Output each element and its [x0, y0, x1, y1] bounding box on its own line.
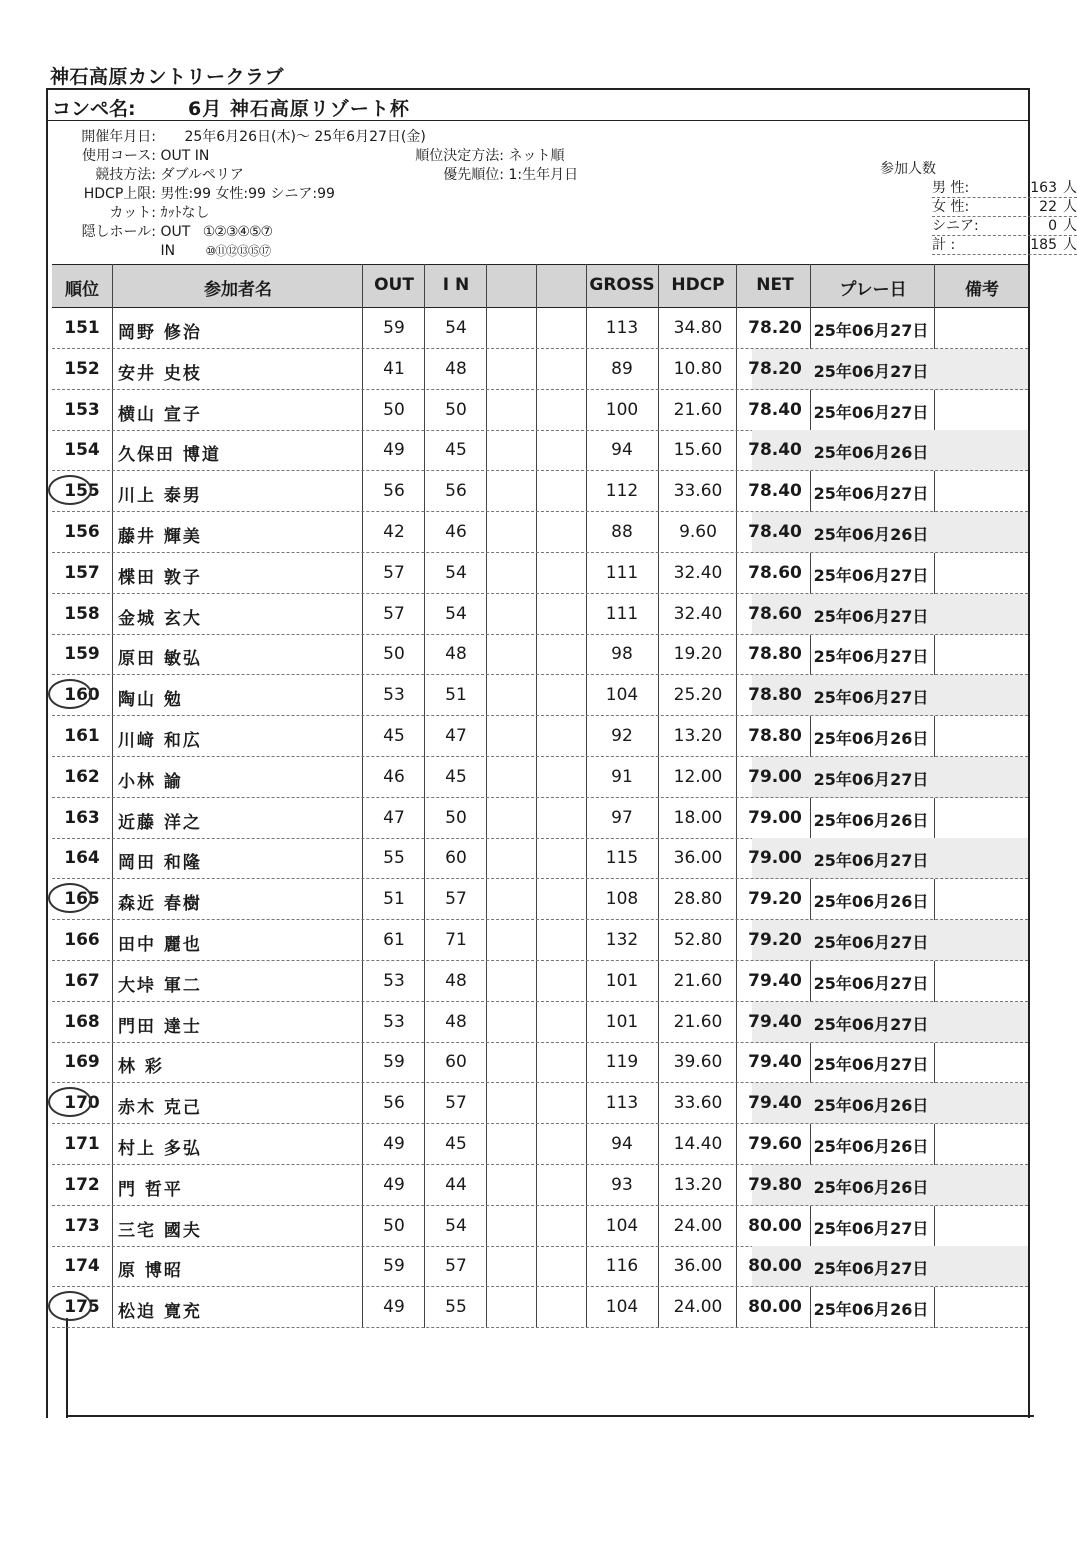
- net-cell: 78.40: [748, 399, 802, 420]
- hdcp-cell: 13.20: [673, 726, 723, 746]
- out-cell: 61: [383, 930, 405, 950]
- participant-counts: [880, 160, 1077, 255]
- table-row: [52, 512, 1028, 553]
- hdcp-cell: 36.00: [673, 848, 723, 869]
- play-date-cell: 25年06月27日: [813, 851, 929, 871]
- in-cell: 50: [445, 807, 467, 828]
- course-label: 使用コース:: [81, 148, 156, 164]
- play-date-cell: 25年06月27日: [813, 647, 929, 667]
- table-row: [52, 430, 1028, 471]
- total-count: [932, 236, 1077, 255]
- gross-cell: 132: [605, 930, 639, 950]
- participants-title: 参加人数: [880, 161, 936, 177]
- name-cell: 森近 春樹: [118, 894, 202, 915]
- col-rank: 順位: [65, 280, 99, 300]
- table-row: [52, 716, 1028, 757]
- rank-cell: 164: [64, 848, 100, 869]
- hdcp-cell: 34.80: [673, 318, 723, 338]
- name-cell: 川﨑 和広: [118, 731, 202, 751]
- competition-label: コンペ名:: [52, 98, 136, 120]
- hdcp-cell: 39.60: [673, 1052, 723, 1073]
- play-date-cell: 25年06月26日: [813, 810, 929, 830]
- in-cell: 45: [445, 1134, 467, 1154]
- in-cell: 71: [445, 930, 467, 950]
- in-cell: 55: [445, 1297, 467, 1318]
- in-cell: 57: [445, 1256, 467, 1277]
- net-cell: 79.40: [748, 970, 802, 991]
- net-cell: 79.20: [748, 930, 802, 950]
- hdcp-cell: 52.80: [673, 930, 723, 950]
- name-cell: 近藤 洋之: [118, 812, 202, 833]
- table-row: [52, 349, 1028, 390]
- out-cell: 49: [383, 440, 405, 461]
- rank-cell: 175: [64, 1297, 100, 1318]
- gross-cell: 112: [605, 481, 639, 502]
- hdcp-cell: 12.00: [673, 766, 723, 787]
- rank-method-label: 順位決定方法:: [415, 148, 504, 164]
- rank-cell: 154: [64, 440, 100, 461]
- table-row: [52, 594, 1028, 635]
- name-cell: 岡野 修治: [118, 323, 202, 343]
- net-cell: 78.40: [748, 481, 802, 502]
- play-date-cell: 25年06月26日: [813, 1177, 929, 1197]
- frame-edge: [66, 1415, 1034, 1417]
- name-cell: 岡田 和隆: [118, 853, 202, 874]
- in-cell: 51: [445, 685, 467, 706]
- play-date-cell: 25年06月27日: [813, 484, 929, 504]
- rank-cell: 167: [64, 970, 100, 991]
- play-date-cell: 25年06月26日: [813, 892, 929, 912]
- male-label: 男 性:: [932, 180, 970, 196]
- name-cell: 陶山 勉: [118, 690, 183, 711]
- in-cell: 54: [445, 562, 467, 583]
- table-row: [52, 798, 1028, 839]
- gross-cell: 113: [605, 1093, 639, 1114]
- hdcp-cell: 14.40: [673, 1134, 723, 1154]
- col-note: 備考: [965, 280, 999, 300]
- rank-cell: 173: [64, 1215, 100, 1236]
- hdcp-cell: 24.00: [673, 1297, 723, 1318]
- in-cell: 47: [445, 726, 467, 746]
- table-row: [52, 879, 1028, 920]
- play-date-cell: 25年06月27日: [813, 1014, 929, 1034]
- hdcp-cell: 32.40: [673, 603, 723, 624]
- col-date: プレー日: [839, 280, 907, 300]
- name-cell: 藤井 輝美: [118, 527, 202, 547]
- net-cell: 78.60: [748, 562, 802, 583]
- table-header: [52, 264, 1028, 308]
- net-cell: 79.00: [748, 848, 802, 869]
- table-row: [52, 1083, 1028, 1124]
- table-row: [52, 634, 1028, 675]
- course-value: OUT IN: [160, 148, 210, 164]
- gross-cell: 104: [605, 1215, 639, 1236]
- gross-cell: 94: [611, 440, 633, 461]
- table-row: [52, 1042, 1028, 1083]
- name-cell: 横山 宣子: [118, 404, 202, 425]
- name-cell: 赤木 克己: [118, 1098, 202, 1119]
- play-date-cell: 25年06月27日: [813, 402, 929, 422]
- name-cell: 林 彩: [118, 1057, 164, 1078]
- hdcp-cell: 15.60: [673, 440, 723, 461]
- senior-count: [932, 217, 1077, 236]
- in-cell: 57: [445, 1093, 467, 1114]
- in-cell: 46: [445, 522, 467, 542]
- play-date-cell: 25年06月27日: [813, 973, 929, 993]
- rank-method-value: ネット順: [508, 148, 565, 164]
- rank-cell: 169: [64, 1052, 100, 1073]
- in-cell: 60: [445, 848, 467, 869]
- hdcp-cell: 32.40: [673, 562, 723, 583]
- name-cell: 大垰 軍二: [118, 975, 202, 996]
- out-cell: 59: [383, 318, 405, 338]
- in-cell: 45: [445, 440, 467, 461]
- hidden-in-label: IN: [160, 243, 176, 259]
- gross-cell: 119: [605, 1052, 639, 1073]
- gross-cell: 92: [611, 726, 633, 746]
- play-date-cell: 25年06月27日: [813, 1055, 929, 1075]
- table-row: [52, 961, 1028, 1002]
- ranking-info: [370, 147, 578, 185]
- in-cell: 57: [445, 889, 467, 910]
- gross-cell: 89: [611, 358, 633, 379]
- name-cell: 松迫 寛充: [118, 1302, 202, 1323]
- date-value: 25年6月26日(木)～ 25年6月27日(金): [184, 129, 426, 145]
- net-cell: 78.40: [748, 522, 802, 542]
- unit: 人: [1063, 199, 1077, 215]
- col-hdcp: HDCP: [671, 275, 725, 295]
- gross-cell: 101: [605, 1011, 639, 1032]
- out-cell: 56: [383, 1093, 405, 1114]
- net-cell: 79.00: [748, 766, 802, 787]
- gross-cell: 111: [605, 562, 639, 583]
- rank-cell: 174: [64, 1256, 100, 1277]
- play-date-cell: 25年06月27日: [813, 361, 929, 381]
- net-cell: 78.20: [748, 318, 802, 338]
- male-count: [932, 179, 1077, 198]
- out-cell: 53: [383, 1011, 405, 1032]
- handwritten-circle-mark: [48, 475, 92, 505]
- hdcp-cell: 19.20: [673, 644, 723, 665]
- female-count: [932, 198, 1077, 217]
- gross-cell: 93: [611, 1174, 633, 1195]
- table-row: [52, 1124, 1028, 1165]
- in-cell: 50: [445, 399, 467, 420]
- out-cell: 50: [383, 644, 405, 665]
- net-cell: 80.00: [748, 1215, 802, 1236]
- gross-cell: 91: [611, 766, 633, 787]
- play-date-cell: 25年06月26日: [813, 729, 929, 748]
- play-date-cell: 25年06月26日: [813, 443, 929, 463]
- table-row: [52, 920, 1028, 961]
- play-date-cell: 25年06月26日: [813, 1096, 929, 1116]
- name-cell: 久保田 博道: [118, 445, 221, 466]
- rank-cell: 157: [64, 562, 100, 583]
- gross-cell: 115: [605, 848, 639, 869]
- play-date-cell: 25年06月27日: [813, 1218, 929, 1238]
- net-cell: 79.40: [748, 1052, 802, 1073]
- name-cell: 川上 泰男: [118, 486, 202, 507]
- net-cell: 79.80: [748, 1174, 802, 1195]
- net-cell: 79.60: [748, 1134, 802, 1154]
- male-value: 163: [1030, 180, 1057, 196]
- hdcp-cell: 21.60: [673, 1011, 723, 1032]
- hdcp-cell: 21.60: [673, 970, 723, 991]
- in-cell: 56: [445, 481, 467, 502]
- competition-name: 6月 神石高原リゾート杯: [188, 98, 410, 120]
- out-cell: 57: [383, 603, 405, 624]
- col-out: OUT: [374, 275, 414, 295]
- out-cell: 56: [383, 481, 405, 502]
- hdcp-cell: 13.20: [673, 1174, 723, 1195]
- net-cell: 80.00: [748, 1297, 802, 1318]
- gross-cell: 101: [605, 970, 639, 991]
- total-label: 計 :: [932, 237, 956, 253]
- in-cell: 45: [445, 766, 467, 787]
- table-row: [52, 1206, 1028, 1247]
- in-cell: 54: [445, 603, 467, 624]
- rank-cell: 151: [64, 318, 100, 338]
- in-cell: 48: [445, 1011, 467, 1032]
- table-row: [52, 1287, 1028, 1328]
- gross-cell: 116: [605, 1256, 639, 1277]
- play-date-cell: 25年06月27日: [813, 933, 929, 952]
- rank-cell: 163: [64, 807, 100, 828]
- gross-cell: 100: [605, 399, 639, 420]
- out-cell: 53: [383, 685, 405, 706]
- hdcp-value: 男性:99 女性:99 シニア:99: [160, 186, 335, 202]
- play-date-cell: 25年06月27日: [813, 688, 929, 708]
- col-net: NET: [756, 275, 794, 295]
- net-cell: 78.20: [748, 358, 802, 379]
- out-cell: 53: [383, 970, 405, 991]
- out-cell: 45: [383, 726, 405, 746]
- hdcp-cell: 28.80: [673, 889, 723, 910]
- gross-cell: 98: [611, 644, 633, 665]
- rank-cell: 159: [64, 644, 100, 665]
- play-date-cell: 25年06月27日: [813, 565, 929, 585]
- out-cell: 49: [383, 1174, 405, 1195]
- club-name: 神石高原カントリークラブ: [50, 66, 285, 88]
- competition-header: [48, 90, 1028, 121]
- female-value: 22: [1039, 199, 1057, 215]
- gross-cell: 104: [605, 1297, 639, 1318]
- table-row: [52, 308, 1028, 349]
- hdcp-cell: 24.00: [673, 1215, 723, 1236]
- rank-cell: 152: [64, 358, 100, 379]
- method-value: ダブルペリア: [160, 167, 244, 183]
- rank-cell: 160: [64, 685, 100, 706]
- hdcp-label: HDCP上限:: [83, 186, 156, 202]
- out-cell: 59: [383, 1256, 405, 1277]
- priority-value: 1:生年月日: [508, 167, 579, 183]
- out-cell: 49: [383, 1134, 405, 1154]
- rank-cell: 155: [64, 481, 100, 502]
- net-cell: 79.20: [748, 889, 802, 910]
- handwritten-circle-mark: [48, 1087, 92, 1117]
- out-cell: 46: [383, 766, 405, 787]
- table-row: [52, 553, 1028, 594]
- hidden-out-label: OUT: [160, 224, 191, 240]
- rank-cell: 158: [64, 603, 100, 624]
- name-cell: 原 博昭: [118, 1261, 183, 1282]
- date-label: 開催年月日:: [81, 129, 156, 145]
- net-cell: 79.00: [748, 807, 802, 828]
- hdcp-cell: 18.00: [673, 807, 723, 828]
- play-date-cell: 25年06月27日: [813, 606, 929, 626]
- name-cell: 門田 達士: [118, 1016, 202, 1037]
- col-name: 参加者名: [204, 280, 272, 300]
- out-cell: 55: [383, 848, 405, 869]
- handwritten-circle-mark: [48, 1291, 92, 1321]
- play-date-cell: 25年06月27日: [813, 1259, 929, 1279]
- senior-value: 0: [1048, 218, 1057, 234]
- priority-label: 優先順位:: [443, 167, 504, 183]
- out-cell: 50: [383, 1215, 405, 1236]
- gross-cell: 108: [605, 889, 639, 910]
- name-cell: 安井 史枝: [118, 363, 202, 384]
- hdcp-cell: 25.20: [673, 685, 723, 706]
- table-row: [52, 838, 1028, 879]
- out-cell: 41: [383, 358, 405, 379]
- hdcp-cell: 36.00: [673, 1256, 723, 1277]
- out-cell: 42: [383, 522, 405, 542]
- net-cell: 79.40: [748, 1011, 802, 1032]
- net-cell: 78.40: [748, 440, 802, 461]
- rank-cell: 165: [64, 889, 100, 910]
- col-in: I N: [442, 275, 470, 295]
- unit: 人: [1063, 218, 1077, 234]
- out-cell: 59: [383, 1052, 405, 1073]
- table-row: [52, 390, 1028, 431]
- hdcp-cell: 33.60: [673, 481, 723, 502]
- play-date-cell: 25年06月27日: [813, 321, 929, 340]
- gross-cell: 111: [605, 603, 639, 624]
- cut-label: カット:: [109, 205, 156, 221]
- handwritten-circle-mark: [48, 679, 92, 709]
- table-row: [52, 757, 1028, 798]
- hdcp-cell: 10.80: [673, 358, 723, 379]
- hidden-hole-label: 隠しホール:: [81, 224, 156, 240]
- out-cell: 50: [383, 399, 405, 420]
- gross-cell: 104: [605, 685, 639, 706]
- name-cell: 門 哲平: [118, 1179, 183, 1200]
- gross-cell: 94: [611, 1134, 633, 1154]
- gross-cell: 113: [605, 318, 639, 338]
- total-value: 185: [1030, 237, 1057, 253]
- table-row: [52, 1246, 1028, 1287]
- method-label: 競技方法:: [95, 167, 156, 183]
- gross-cell: 97: [611, 807, 633, 828]
- name-cell: 田中 麗也: [118, 935, 202, 955]
- female-label: 女 性:: [932, 199, 970, 215]
- play-date-cell: 25年06月27日: [813, 769, 929, 789]
- senior-label: シニア:: [932, 218, 979, 234]
- net-cell: 80.00: [748, 1256, 802, 1277]
- rank-cell: 156: [64, 522, 100, 542]
- name-cell: 小林 諭: [118, 771, 183, 792]
- name-cell: 楪田 敦子: [118, 567, 202, 588]
- rank-cell: 170: [64, 1093, 100, 1114]
- play-date-cell: 25年06月26日: [813, 1137, 929, 1156]
- in-cell: 48: [445, 970, 467, 991]
- out-cell: 49: [383, 1297, 405, 1318]
- unit: 人: [1063, 180, 1077, 196]
- table-row: [52, 471, 1028, 512]
- handwritten-circle-mark: [48, 883, 92, 913]
- out-cell: 51: [383, 889, 405, 910]
- cut-value: ｶｯﾄなし: [160, 205, 210, 221]
- rank-cell: 172: [64, 1174, 100, 1195]
- name-cell: 村上 多弘: [118, 1139, 202, 1159]
- gross-cell: 88: [611, 522, 633, 542]
- col-gross: GROSS: [589, 275, 655, 295]
- rank-cell: 171: [64, 1134, 100, 1154]
- rank-cell: 162: [64, 766, 100, 787]
- net-cell: 79.40: [748, 1093, 802, 1114]
- table-row: [52, 675, 1028, 716]
- net-cell: 78.80: [748, 644, 802, 665]
- hidden-in-holes: ⑩⑪⑫⑬⑮⑰: [205, 244, 271, 258]
- hdcp-cell: 21.60: [673, 399, 723, 420]
- rank-cell: 161: [64, 726, 100, 746]
- in-cell: 60: [445, 1052, 467, 1073]
- out-cell: 47: [383, 807, 405, 828]
- in-cell: 44: [445, 1174, 467, 1195]
- hdcp-cell: 33.60: [673, 1093, 723, 1114]
- rank-cell: 166: [64, 930, 100, 950]
- in-cell: 48: [445, 644, 467, 665]
- net-cell: 78.80: [748, 726, 802, 746]
- unit: 人: [1063, 237, 1077, 253]
- table-row: [52, 1165, 1028, 1206]
- name-cell: 原田 敏弘: [118, 649, 202, 670]
- in-cell: 54: [445, 318, 467, 338]
- net-cell: 78.80: [748, 685, 802, 706]
- name-cell: 金城 玄大: [118, 608, 202, 629]
- hidden-out-holes: ①②③④⑤⑦: [202, 224, 273, 240]
- hdcp-cell: 9.60: [679, 522, 717, 542]
- rank-cell: 153: [64, 399, 100, 420]
- play-date-cell: 25年06月26日: [813, 525, 929, 544]
- rank-cell: 168: [64, 1011, 100, 1032]
- net-cell: 78.60: [748, 603, 802, 624]
- in-cell: 54: [445, 1215, 467, 1236]
- play-date-cell: 25年06月26日: [813, 1300, 929, 1320]
- out-cell: 57: [383, 562, 405, 583]
- in-cell: 48: [445, 358, 467, 379]
- frame-edge: [66, 1318, 68, 1418]
- table-row: [52, 1002, 1028, 1043]
- name-cell: 三宅 國夫: [118, 1220, 202, 1241]
